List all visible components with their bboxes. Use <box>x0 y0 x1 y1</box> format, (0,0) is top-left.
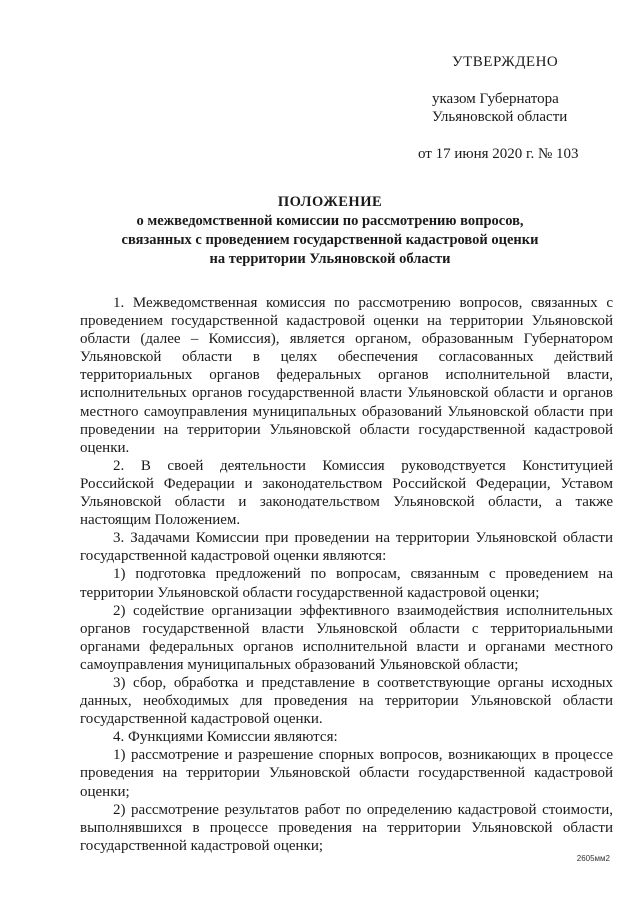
paragraph-1: 1. Межведомственная комиссия по рассмотрению вопросов, связанных с проведением государственной кадастровой оценки на территории Ульяновской области (далее – Комиссия), является органом, образованным Губернатором Ульяновской области в целях обеспечения согласованных действий территориальных органов федеральных органов исполнительной власти, исполнительных органов государственной власти Ульяновской области и органов местного самоуправления муниципальных образований Ульяновской области при проведении на территории Ульяновской области государственной кадастровой оценки. <box>80 295 613 456</box>
paragraph-2: 2. В своей деятельности Комиссия руководствуется Конституцией Российской Федерации и законодательством Российской Федерации, Уставом Ульяновской области и законодательством Ульяновской области, а также настоящим Положением. <box>80 457 613 529</box>
paragraph-3: 3. Задачами Комиссии при проведении на территории Ульяновской области государственной кадастровой оценки являются: <box>80 530 613 565</box>
paragraph-3-item-3: 3) сбор, обработка и представление в соответствующие органы исходных данных, необходимых для проведения на территории Ульяновской области государственной кадастровой оценки. <box>80 674 613 728</box>
document-body <box>80 294 613 855</box>
document-heading <box>80 193 580 269</box>
page-code: 2605мм2 <box>576 854 610 863</box>
document-title: ПОЛОЖЕНИЕ <box>277 194 383 210</box>
document-subtitle-line1: о межведомственной комиссии по рассмотрению вопросов, <box>136 213 524 229</box>
paragraph-4-item-1: 1) рассмотрение и разрешение спорных вопросов, возникающих в процессе проведения на территории Ульяновской области государственной кадастровой оценки; <box>80 747 613 800</box>
approval-title: УТВЕРЖДЕНО <box>452 54 559 70</box>
document-subtitle-line2: связанных с проведением государственной кадастровой оценки <box>121 232 539 248</box>
approval-date: от 17 июня 2020 г. № 103 <box>418 146 579 162</box>
paragraph-4: 4. Функциями Комиссии являются: <box>113 729 338 746</box>
paragraph-3-item-1: 1) подготовка предложений по вопросам, связанным с проведением на территории Ульяновской области государственной кадастровой оценки; <box>80 566 613 601</box>
paragraph-4-item-2: 2) рассмотрение результатов работ по определению кадастровой стоимости, выполнявшихся в процессе проведения на территории Ульяновской области государственной кадастровой оценки; <box>80 801 613 854</box>
paragraph-3-item-2: 2) содействие организации эффективного взаимодействия исполнительных органов государственной власти Ульяновской области с территориальными органами федеральных органов исполнительной власти и органами местного самоуправления муниципальных образований Ульяновской области; <box>80 602 613 673</box>
document-subtitle-line3: на территории Ульяновской области <box>209 251 451 267</box>
approval-authority-line1: указом Губернатора <box>432 91 559 107</box>
approval-authority-line2: Ульяновской области <box>432 109 568 125</box>
